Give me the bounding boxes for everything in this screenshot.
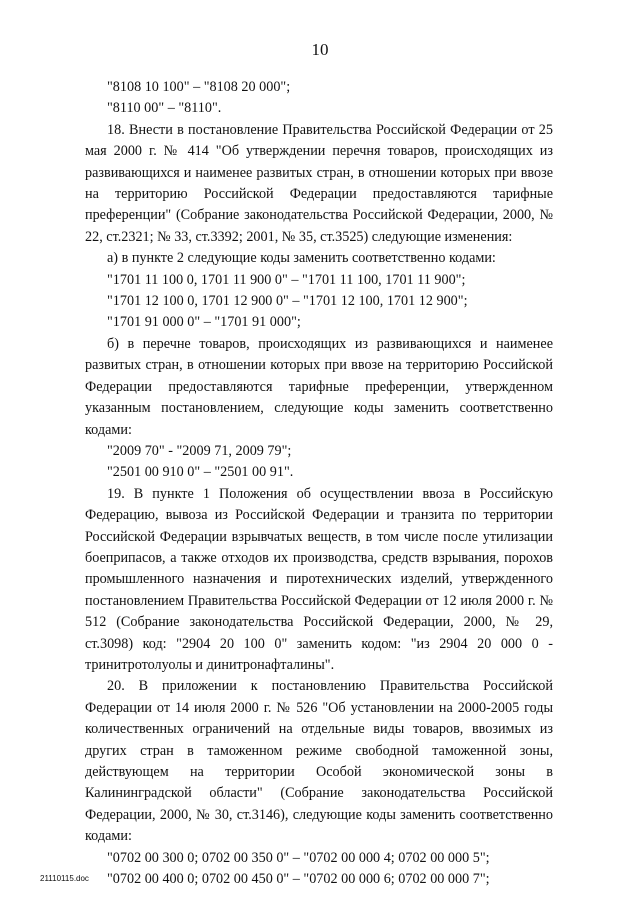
code-line: "2009 70" - "2009 71, 2009 79"; <box>107 442 292 459</box>
paragraph-20: 20. В приложении к постановлению Правительства Российской Федерации от 14 июля 2000 г. № 526 "Об установлении на 2000-2005 годы количественных ограничений на отдельные виды товаров, ввозимых из других стран в таможенном режиме свободной таможенной зоны, действующем на территории Особой экономической зоны в Калининградской области" (Собрание законодательства Российской Федерации, 2000, № 30, ст.3146), следующие коды заменить соответственно кодами: <box>85 678 553 845</box>
subitem-a: а) в пункте 2 следующие коды заменить соответственно кодами: <box>107 250 496 267</box>
code-line: "1701 91 000 0" – "1701 91 000"; <box>107 314 301 331</box>
code-line: "1701 11 100 0, 1701 11 900 0" – "1701 11 100, 1701 11 900"; <box>107 271 466 288</box>
code-line: "0702 00 400 0; 0702 00 450 0" – "0702 00 000 6; 0702 00 000 7"; <box>107 871 490 888</box>
document-body <box>85 77 553 890</box>
code-line: "0702 00 300 0; 0702 00 350 0" – "0702 00 000 4; 0702 00 000 5"; <box>107 849 490 866</box>
file-name-footer: 21110115.doc <box>40 874 89 883</box>
code-line: "8108 10 100" – "8108 20 000"; <box>107 79 291 95</box>
code-line: "2501 00 910 0" – "2501 00 91". <box>107 464 294 481</box>
page-number: 10 <box>311 40 329 59</box>
code-line: "8110 00" – "8110". <box>107 100 222 117</box>
code-line: "1701 12 100 0, 1701 12 900 0" – "1701 12 100, 1701 12 900"; <box>107 293 468 310</box>
paragraph-19: 19. В пункте 1 Положения об осуществлении ввоза в Российскую Федерацию, вывоза из Российской Федерации и транзита по территории Российской Федерации взрывчатых веществ, в том числе после утилизации боеприпасов, а также отходов их производства, средств взрывания, порохов промышленного назначения и пиротехнических изделий, утвержденного постановлением Правительства Российской Федерации от 12 июля 2000 г. № 512 (Собрание законодательства Российской Федерации, 2000, № 29, ст.3098) код: "2904 20 100 0" заменить кодом: "из 2904 20 000 0 - тринитротолуолы и динитронафталины". <box>85 485 553 673</box>
paragraph-18: 18. Внести в постановление Правительства Российской Федерации от 25 мая 2000 г. № 414 "Об утверждении перечня товаров, происходящих из развивающихся и наименее развитых стран, в отношении которых при ввозе на территорию Российской Федерации предоставляются тарифные преференции" (Собрание законодательства Российской Федерации, 2000, № 22, ст.2321; № 33, ст.3392; 2001, № 35, ст.3525) следующие изменения: <box>85 121 553 245</box>
subitem-b: б) в перечне товаров, происходящих из развивающихся и наименее развитых стран, в отношении которых при ввозе на территорию Российской Федерации предоставляются тарифные преференции, утвержденном указанным постановлением, следующие коды заменить соответственно кодами: <box>85 335 553 438</box>
